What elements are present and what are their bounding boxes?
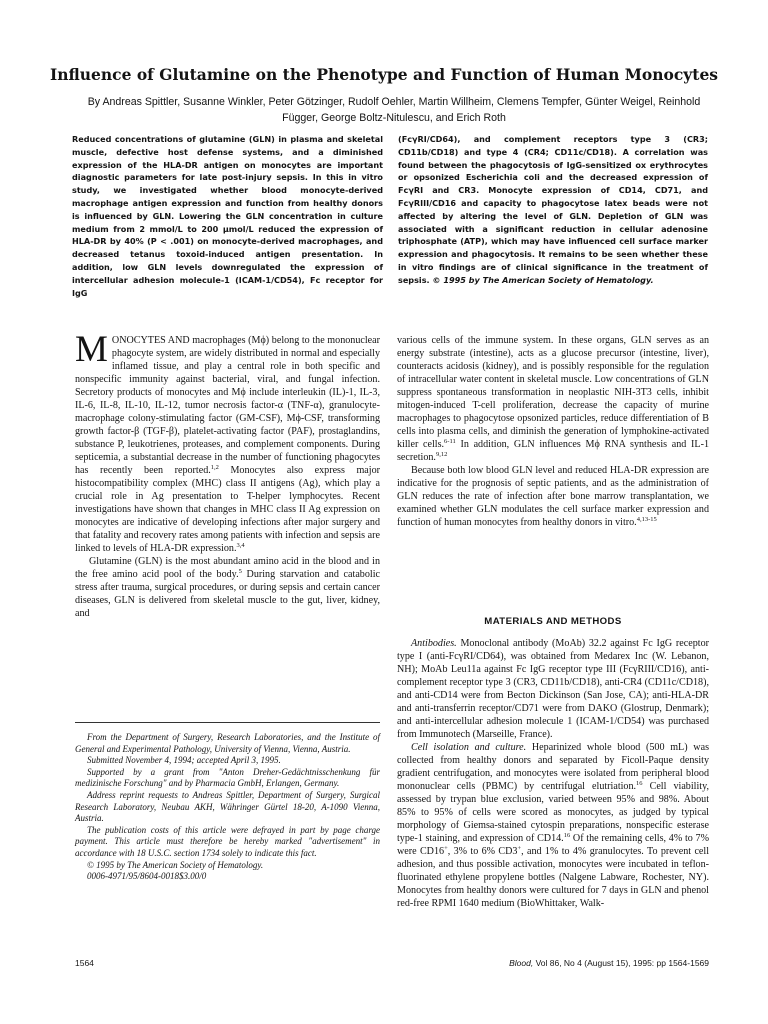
intro-p1-text-b: Monocytes also express major histocompatibility complex (MHC) class II antigens (Ag), which play a crucial role in Ag presentation to T-helper lymphocytes. Recent investigations have shown that changes in MHC class II Ag expression on monocytes are indicative of developing infections after major surgery and that fatality and recovery rates among patients with infection and sepsis are linked to levels of HLA-DR expression. — [75, 465, 380, 554]
citation-details: Vol 86, No 4 (August 15), 1995: pp 1564-1569 — [533, 958, 709, 968]
intro-paragraph-4 — [397, 464, 709, 529]
section-heading-methods: MATERIALS AND METHODS — [484, 616, 622, 627]
footnote-affiliation: From the Department of Surgery, Research Laboratories, and the Institute of General and Experimental Pathology, University of Vienna, Vienna, Austria. — [75, 732, 380, 754]
methods-antibodies — [397, 637, 709, 741]
col2-p1-text-b: In addition, GLN influences Mϕ RNA synthesis and IL-1 secretion. — [397, 439, 709, 463]
reference-marker: 5 — [238, 568, 242, 575]
article-title: Influence of Glutamine on the Phenotype and Function of Human Monocytes — [49, 65, 719, 84]
footnote-copyright: © 1995 by The American Society of Hematology. — [87, 859, 264, 870]
culture-text-d: , 3% to 6% CD3 — [447, 846, 518, 857]
methods-cell-isolation — [397, 741, 709, 910]
intro-paragraph-3 — [397, 334, 709, 464]
intro-paragraph-1 — [75, 329, 380, 555]
intro-first-word: ONOCYTES AND — [111, 335, 190, 346]
intro-p2-text: Glutamine (GLN) is the most abundant amino acid in the blood and in the free amino acid pool of the body. — [75, 556, 380, 580]
col2-p2-text: Because both low blood GLN level and reduced HLA-DR expression are indicative for the prognosis of septic patients, and as the administration of GLN reduces the rate of infection after bone marrow transplantation, we examined whether GLN modulates the cell surface marker expression and function of human monocytes from healthy donors in vitro. — [397, 465, 709, 528]
culture-text: Heparinized whole blood (500 mL) was collected from healthy donors and separated by Ficoll-Paque density gradient centrifugation, and monocytes were isolated from peripheral blood mononuclear cells (PBMC) by centrifugal elutriation. — [397, 742, 709, 792]
col2-p1-text: various cells of the immune system. In these organs, GLN serves as an energy substrate (intestine), acts as a glucose precursor (intestine, liver), counteracts acidosis (kidney), and is possibly responsible for the regulation of intracellular water content in skeletal muscle. Low concentrations of GLN suppress spontaneous transformation in neoplastic NIH-3T3 cells, inhibit mitogen-induced T-cell proliferation, decrease the capacity of murine macrophages to phagocytose opsonized particles, reduce differentiation of B cells into plasma cells, and diminish the generation of lymphokine-activated killer cells. — [397, 335, 709, 450]
intro-column — [75, 329, 380, 620]
intro-column-continued — [397, 334, 709, 529]
reference-marker: 6-11 — [444, 438, 456, 445]
intro-paragraph-2 — [75, 555, 380, 620]
footnote-dates: Submitted November 4, 1994; accepted April 3, 1995. — [87, 755, 281, 766]
journal-citation — [420, 958, 709, 968]
subsection-label-cell-isolation: Cell isolation and culture. — [411, 742, 527, 753]
reference-marker: 4,13-15 — [636, 516, 657, 523]
footnotes — [75, 732, 380, 883]
abstract-copyright: © 1995 by The American Society of Hematology. — [432, 274, 654, 285]
footnote-divider — [75, 722, 380, 723]
author-list: By Andreas Spittler, Susanne Winkler, Peter Götzinger, Rudolf Oehler, Martin Willheim, Clemens Tempfer, Günter Weigel, Reinhold Függer, George Boltz-Nitulescu, and Erich Roth — [87, 96, 701, 124]
footnote-code: 0006-4971/95/8604-0018$3.00/0 — [87, 871, 207, 882]
culture-text-e: , and 1% to 4% granulocytes. To prevent cell adhesion, and thus possible activation, monocytes were incubated in teflon-fluorinated ethylene propylene bottles (Nalgene Labware, Rochester, NY). Monocytes from healthy donors were cultured for 7 days in GLN and phenol red-free RPMI 1640 medium (BioWhittaker, Walk- — [397, 846, 710, 909]
plus-marker: + — [517, 845, 522, 852]
intro-p1-text: macrophages (Mϕ) belong to the mononuclear phagocyte system, are widely distributed in normal and especially inflamed tissue, and play a central role in both specific and nonspecific immunity against bacterial, viral, and fungal infection. Secretory products of monocytes and Mϕ include interleukin (IL)-1, IL-3, IL-6, IL-8, IL-10, IL-12, tumor necrosis factor-α (TNF-α), granulocyte-macrophage colony-stimulating factor (GM-CSF), Mϕ-CSF, transforming growth factor-β (TGF-β), platelet-activating factor (PAF), prostaglandins, substance P, leukotrienes, proteases, and complement components. During septicemia, a substantial decrease in the number of functioning phagocytes has recently been reported. — [75, 335, 380, 476]
page-number: 1564 — [75, 958, 94, 968]
abstract-left: Reduced concentrations of glutamine (GLN) in plasma and skeletal muscle, defective host defense systems, and a diminished expression of the HLA-DR antigen on monocytes are important diagnostic parameters for late post-injury sepsis. In this in vitro study, we investigated whether blood monocyte-derived macrophage antigen expression and function from healthy donors is influenced by GLN. Lowering the GLN concentration in culture medium from 2 mmol/L to 200 μmol/L reduced the expression of HLA-DR by 40% (P < .001) on monocyte-derived macrophages, and decreased tetanus toxoid-induced antigen presentation. In addition, low GLN levels downregulated the expression of intercellular adhesion molecule-1 (ICAM-1/CD54), Fc receptor for IgG — [72, 134, 383, 298]
reference-marker: 9,12 — [435, 451, 448, 458]
methods-column — [397, 637, 709, 910]
plus-marker: + — [444, 845, 448, 852]
reference-marker: 16 — [563, 832, 571, 839]
footnote-reprint: Address reprint requests to Andreas Spittler, Department of Surgery, Surgical Research Laboratory, Neubau AKH, Währinger Gürtel 18-20, A-1090 Vienna, Austria. — [75, 789, 380, 824]
footnote-costs: The publication costs of this article were defrayed in part by page charge payment. This article must therefore be hereby marked "advertisement" in accordance with 18 U.S.C. section 1734 solely to indicate this fact. — [75, 824, 380, 858]
intro-p2-text-b: During starvation and catabolic stress after trauma, surgical procedures, or during sepsis and certain cancer diseases, GLN is delivered from skeletal muscle to the gut, liver, kidney, and — [75, 569, 380, 619]
journal-name: Blood, — [509, 958, 534, 968]
subsection-label-antibodies: Antibodies. — [411, 638, 457, 649]
drop-cap: M — [75, 329, 108, 370]
culture-text-b: Cell viability, assessed by trypan blue exclusion, varied between 95% and 98%. About 85% to 95% of cells were scored as monocytes, as judged by typical morphology of Giemsa-stained cytospin preparations, nonspecific esterase type-1 staining, and expression of CD14. — [397, 781, 709, 844]
footnote-support: Supported by a grant from "Anton Dreher-Gedächtnisschenkung für medizinische Forschung" and by Pharmacia GmbH, Erlangen, Germany. — [75, 766, 380, 789]
abstract-right-text: (FcγRI/CD64), and complement receptors type 3 (CR3; CD11b/CD18) and type 4 (CR4; CD11c/CD18). A correlation was found between the phagocytosis of IgG-sensitized ox erythrocytes or opsonized Escherichia coli and the decreased expression of FcγRI and CR3. Monocyte expression of CD14, CD71, and FcγRIII/CD16 and capacity to phagocytose latex beads were not affected by altering the level of GLN. Depletion of GLN was associated with a significant reduction in cellular adenosine triphosphate (ATP), which may have influenced cell surface marker expression and phagocytosis. It remains to be seen whether these in vitro findings are of clinical significance in the treatment of sepsis. — [398, 134, 708, 285]
abstract-right — [398, 133, 708, 287]
reference-marker: 16 — [636, 780, 643, 787]
reference-marker: 1,2 — [210, 464, 219, 471]
reference-marker: 3,4 — [236, 542, 245, 549]
antibodies-text: Monoclonal antibody (MoAb) 32.2 against Fc IgG receptor type I (anti-FcγRI/CD64), was obtained from Medarex Inc (W. Lebanon, NH); MoAb Leu11a against Fc IgG receptor type III (FcγRIII/CD16), anti-complement receptor type 3 (CR3, CD11b/CD18), anti-CR4 (CD11c/CD18), and anti-CD14 were from Becton Dickinson (San Jose, CA); anti-HLA-DR and anti-transferrin receptor/CD71 were from DAKO (Glostrup, Denmark); and anti-intercellular adhesion molecule 1 (ICAM-1/CD54) was purchased from Immunotech (Marseille, France). — [397, 638, 709, 740]
culture-text-c: Of the remaining cells, 4% to 7% were CD16 — [397, 833, 709, 857]
